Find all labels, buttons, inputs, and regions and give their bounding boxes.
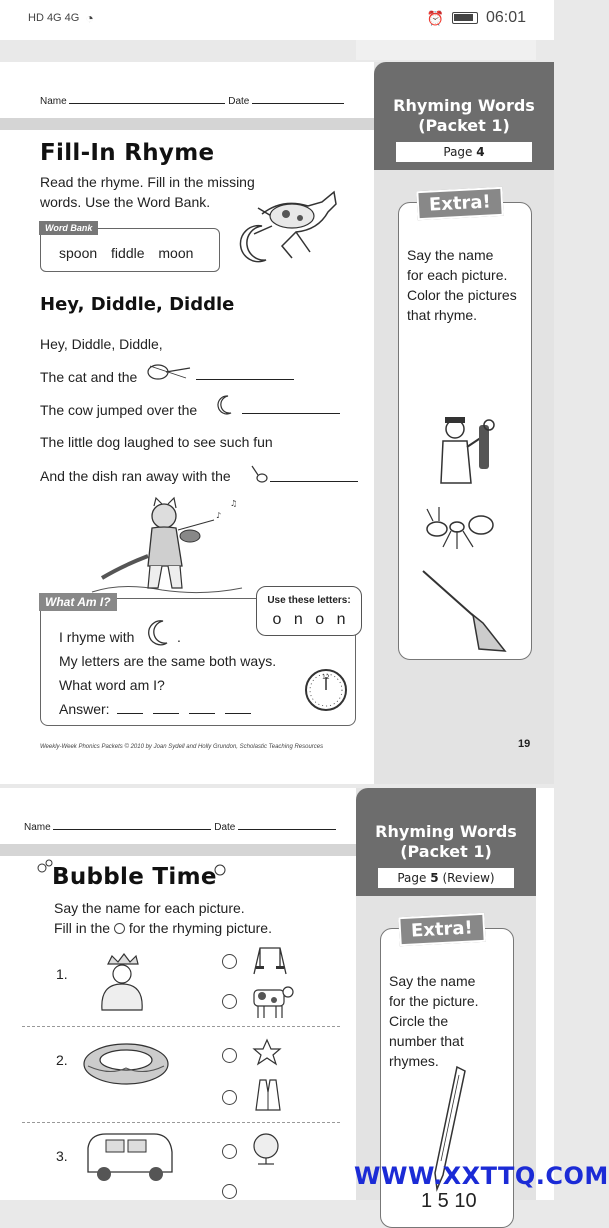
answer-bubble-1a[interactable]: [222, 954, 237, 969]
rhyme-line-text: The cow jumped over the: [40, 402, 198, 418]
rhyme-line-1: Hey, Diddle, Diddle,: [40, 336, 163, 352]
instructions: [40, 172, 255, 212]
instruction-line: Read the rhyme. Fill in the missing: [40, 174, 255, 190]
top-gray-bar: [356, 40, 536, 60]
page-number-footer: 19: [518, 738, 531, 750]
clock-picture: [303, 667, 349, 713]
extra-line: that rhyme.: [407, 307, 478, 323]
item-number: 1.: [56, 966, 68, 982]
header-stripe: [0, 118, 374, 130]
worksheet-page-1: [0, 62, 554, 784]
footer-credit: Weekly-Week Phonics Packets © 2010 by Joan Sydell and Holly Grundon, Scholastic Teaching Resources: [40, 744, 324, 750]
name-label: Name: [24, 822, 51, 833]
word-bank-tag: Word Bank: [39, 221, 98, 235]
extra-box: [398, 191, 532, 660]
page-number: 4: [476, 145, 485, 159]
extra-line: for the picture.: [389, 993, 479, 1009]
item-number: 3.: [56, 1148, 68, 1164]
extra-line: rhymes.: [389, 1053, 439, 1069]
rhyme-title: Hey, Diddle, Diddle: [40, 294, 235, 315]
item-number: 2.: [56, 1052, 68, 1068]
bubble-icon-right: [212, 862, 228, 878]
network-indicators: [28, 10, 94, 26]
king-picture: [92, 954, 150, 1012]
extra-line: Color the pictures: [407, 287, 517, 303]
cow2-picture: [248, 982, 294, 1020]
wifi-icon: ◔: [85, 10, 94, 26]
broom-picture: [421, 569, 511, 653]
extra-line: Circle the: [389, 1013, 449, 1029]
svg-text:♫: ♫: [230, 499, 238, 508]
word-bank-words: spoon fiddle moon: [59, 245, 194, 261]
fan-picture: [250, 1132, 282, 1166]
extra-text: [399, 203, 531, 325]
battery-icon: [452, 12, 478, 24]
sidebar-title-line2: (Packet 1): [418, 116, 510, 135]
page-tag-2: [378, 868, 514, 888]
name-date-line-2: [24, 822, 336, 833]
clock: 06:01: [485, 9, 526, 26]
answer-blank-2[interactable]: [153, 702, 179, 714]
network-text: HD 4G 4G: [28, 12, 80, 24]
blank-fiddle[interactable]: [196, 368, 294, 380]
name-field-2[interactable]: [53, 822, 211, 830]
blank-spoon[interactable]: [270, 470, 358, 482]
wai-line-1: I rhyme with: [59, 629, 135, 645]
answer-bubble-3a[interactable]: [222, 1144, 237, 1159]
sidebar-title-line1: Rhyming Words: [375, 822, 517, 841]
fiddle-icon: [146, 362, 194, 382]
status-right: [427, 9, 526, 27]
name-label: Name: [40, 96, 67, 107]
page-tag: [396, 142, 532, 162]
letters-bubble: [256, 586, 362, 636]
instructions-2b: [54, 918, 272, 938]
sidebar-numbers: 1 5 10: [421, 1190, 477, 1212]
date-label: Date: [214, 822, 236, 833]
name-date-line: [40, 96, 344, 107]
ant-picture: [425, 501, 499, 551]
extra-line: Say the name: [389, 973, 476, 989]
date-field[interactable]: [252, 96, 344, 104]
word-bank: [40, 223, 220, 272]
instructions-2a: Say the name for each picture.: [54, 900, 245, 916]
extra-tag: Extra!: [416, 187, 503, 220]
answer-blank-4[interactable]: [225, 702, 251, 714]
item-divider: [22, 1122, 340, 1123]
sidebar-header: [374, 62, 554, 170]
small-moon-icon: [214, 394, 234, 416]
van-picture: [84, 1128, 176, 1188]
wai-line-4: [59, 699, 251, 719]
wai-line-2: My letters are the same both ways.: [59, 653, 277, 669]
rhyme-line-text: The cat and the: [40, 369, 138, 385]
alarm-icon: ⏰: [426, 9, 444, 26]
answer-bubble-2b[interactable]: [222, 1090, 237, 1105]
wai-line-3: What word am I?: [59, 677, 165, 693]
sidebar-title-line2: (Packet 1): [400, 842, 492, 861]
date-field-2[interactable]: [238, 822, 336, 830]
date-label: Date: [228, 96, 250, 107]
instr-text: for the rhyming picture.: [128, 920, 272, 936]
status-bar: [0, 0, 554, 40]
rhyme-line-5: [40, 466, 231, 486]
sidebar-2: [356, 788, 536, 1212]
sidebar-title-line1: Rhyming Words: [393, 96, 535, 115]
blank-moon[interactable]: [242, 402, 340, 414]
extra-tag-2: Extra!: [398, 913, 485, 946]
wai-moon-icon: [145, 619, 171, 647]
sidebar: [374, 62, 554, 784]
letters: o n o n: [272, 611, 346, 628]
item-divider: [22, 1026, 340, 1027]
instr-text: Fill in the: [54, 920, 111, 936]
sidebar-header-2: [356, 788, 536, 896]
moon-picture: [232, 222, 272, 266]
page-title: Fill-In Rhyme: [40, 140, 215, 166]
cat-fiddle-picture: [92, 496, 252, 596]
extra-line: Say the name: [407, 247, 494, 263]
answer-bubble-2a[interactable]: [222, 1048, 237, 1063]
answer-blank-1[interactable]: [117, 702, 143, 714]
svg-text:♪: ♪: [216, 511, 222, 520]
name-field[interactable]: [69, 96, 225, 104]
swing-picture: [250, 946, 290, 976]
page-number: 5: [430, 871, 439, 885]
page-title-2: Bubble Time: [52, 864, 217, 890]
nest-picture: [80, 1036, 172, 1090]
page-label: Page: [443, 145, 473, 159]
header-stripe-2: [0, 844, 356, 856]
rhyme-line-4: The little dog laughed to see such fun: [40, 434, 273, 450]
page-suffix: (Review): [442, 871, 495, 885]
answer-blank-3[interactable]: [189, 702, 215, 714]
answer-circle-icon: [114, 923, 125, 934]
what-am-i-tag: What Am I?: [39, 593, 117, 611]
rhyme-line-2: [40, 367, 137, 387]
worksheet-page-2: [0, 788, 554, 1212]
page-label: Page: [397, 871, 427, 885]
vest-picture: [254, 1078, 282, 1112]
answer-bubble-1b[interactable]: [222, 994, 237, 1009]
person-picture: [433, 411, 503, 487]
letters-label: Use these letters:: [267, 595, 351, 606]
extra-line: number that: [389, 1033, 464, 1049]
instruction-line: words. Use the Word Bank.: [40, 194, 211, 210]
extra-text-2: [381, 929, 513, 1071]
star-picture: [252, 1038, 282, 1066]
answer-label: Answer:: [59, 701, 110, 717]
extra-line: for each picture.: [407, 267, 508, 283]
rhyme-line-text: And the dish ran away with the: [40, 468, 231, 484]
rhyme-line-3: [40, 400, 197, 420]
wai-period: .: [177, 629, 181, 645]
answer-bubble-3b[interactable]: [222, 1184, 237, 1199]
watermark: WWW.XXTTQ.COM: [354, 1162, 609, 1190]
spoon-icon: [250, 464, 270, 484]
clock-number: 12: [322, 674, 330, 681]
